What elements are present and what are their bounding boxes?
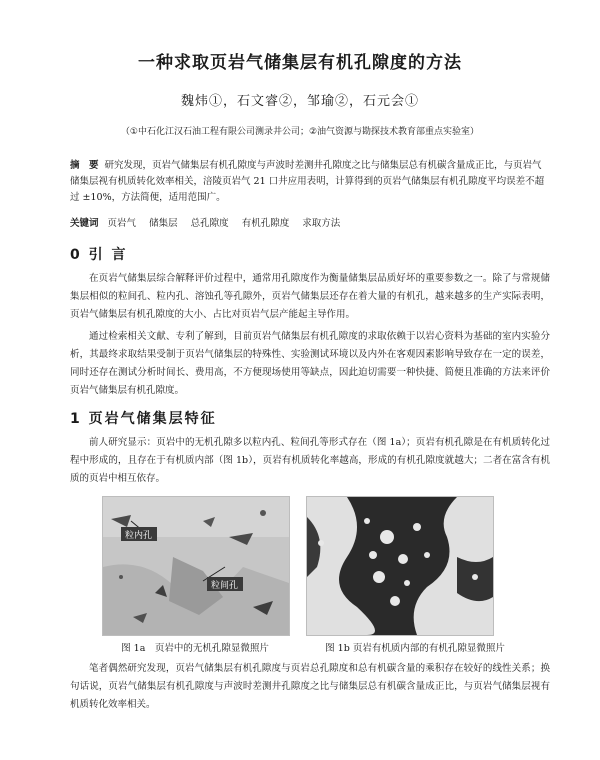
- body-paragraph: 前人研究显示：页岩中的无机孔隙多以粒内孔、粒间孔等形式存在（图 1a）；页岩有机孔隙是在有机质转化过程中形成的，且存在于有机质内部（图 1b），页岩有机质转化率越高，形成的有机孔隙度就越大；二者在富含有机质的页岩中相互依存。: [70, 437, 550, 484]
- keyword: 总孔隙度: [190, 218, 229, 229]
- section-heading-reservoir: 1 页岩气储集层特征: [70, 411, 217, 427]
- abstract-label: 摘 要: [70, 160, 99, 171]
- keyword: 有机孔隙度: [241, 218, 290, 229]
- inorganic-pore-micrograph: [103, 497, 289, 635]
- organic-pore-micrograph: [307, 497, 493, 635]
- affiliations: （①中石化江汉石油工程有限公司测录井公司；②油气资源与勘探技术教育部重点实验室）: [120, 127, 480, 137]
- keywords: [70, 216, 550, 232]
- abstract: [70, 158, 550, 206]
- figure-1a-caption: 图 1a 页岩中的无机孔隙显微照片: [121, 643, 269, 654]
- figure-label-intragranular: 粒内孔: [125, 531, 153, 541]
- figure-1b-micrograph: [306, 496, 494, 636]
- figure-1b-caption: 图 1b 页岩有机质内部的有机孔隙显微照片: [325, 643, 505, 654]
- figure-label-intergranular: 粒间孔: [211, 581, 239, 591]
- keyword: 页岩气: [107, 218, 137, 229]
- body-paragraph: 通过检索相关文献、专利了解到，目前页岩气储集层有机孔隙度的求取依赖于以岩心资料为基础的室内实验分析，其最终求取结果受制于页岩气储集层的特殊性、实验测试环境以及内外在客观因素影响导致存在一定的误差，同时还存在测试分析时间长、费用高，不方便现场使用等缺点，因此迫切需要一种快捷、简便且准确的方法来评价页岩气储集层有机孔隙度。: [70, 331, 550, 396]
- body-paragraph: 在页岩气储集层综合解释评价过程中，通常用孔隙度作为衡量储集层品质好坏的重要参数之一。除了与常规储集层相似的粒间孔、粒内孔、溶蚀孔等孔隙外，页岩气储集层还存在着大量的有机孔，越来越多的生产实际表明，页岩气储集层有机孔隙度的大小、占比对页岩气层产能起主导作用。: [70, 273, 550, 320]
- body-paragraph: 笔者偶然研究发现，页岩气储集层有机孔隙度与页岩总孔隙度和总有机碳含量的乘积存在较好的线性关系；换句话说，页岩气储集层有机孔隙度与声波时差测井孔隙度之比与储集层总有机碳含量成正比，与页岩气储集层视有机质转化效率相关。: [70, 663, 550, 710]
- section-heading-introduction: 0 引 言: [70, 247, 128, 263]
- keywords-label: 关键词: [70, 218, 99, 229]
- keyword: 储集层: [149, 218, 178, 229]
- abstract-text: 研究发现，页岩气储集层有机孔隙度与声波时差测井孔隙度之比与储集层总有机碳含量成正比，与页岩气储集层视有机质转化效率相关，涪陵页岩气 21 口井应用表明，计算得到的页岩气储集层有机孔隙度平均误差不超过 ±10%，方法简便，适用范围广。: [70, 160, 545, 203]
- figure-1a-micrograph: [102, 496, 290, 636]
- paper-title: 一种求取页岩气储集层有机孔隙度的方法: [138, 53, 462, 73]
- keyword: 求取方法: [302, 218, 341, 229]
- author-list: 魏炜①，石文睿②，邹瑜②，石元会①: [180, 94, 419, 109]
